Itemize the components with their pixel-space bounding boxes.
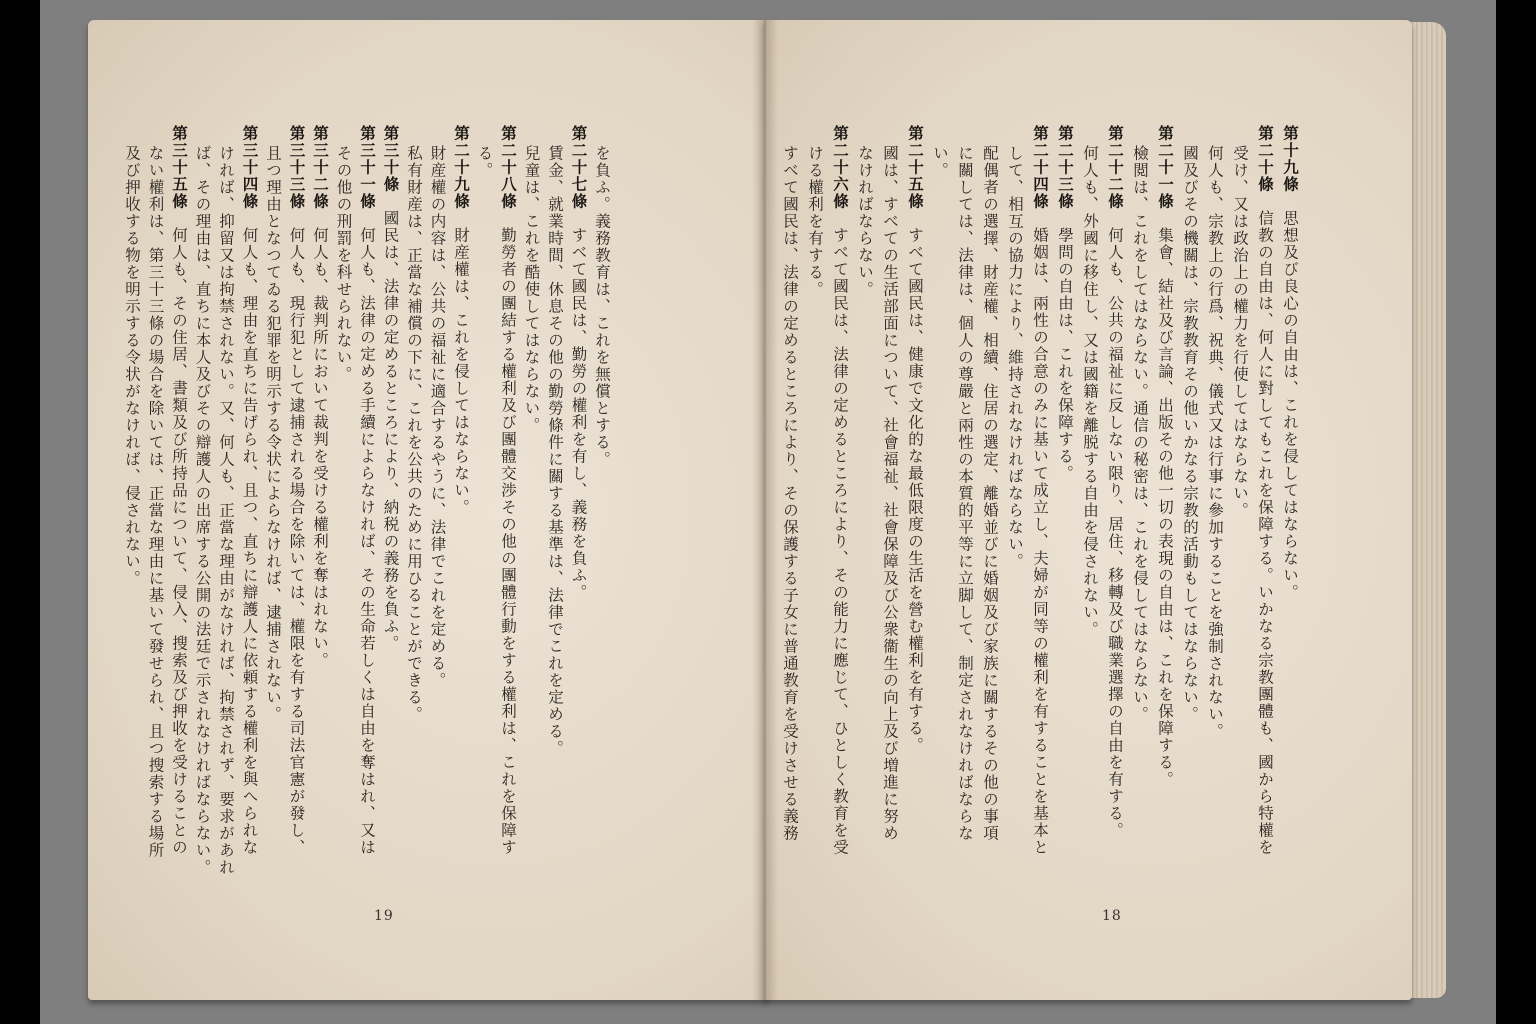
article-text: 何人も、外國に移住し、又は國籍を離脱する自由を侵されない。 (1081, 145, 1099, 638)
text-line (1180, 125, 1200, 723)
article-heading: 第二十七條 (569, 125, 589, 210)
article-heading: 第三十條 (381, 125, 401, 193)
text-line (955, 125, 975, 842)
article-text: 何人も、公共の福祉に反しない限り、居住、移轉及び職業選擇の自由を有する。 (1106, 227, 1124, 839)
article-text: すべて國民は、法律の定めるところにより、その保護する子女に普通教育を受けさせる義務 (781, 145, 799, 842)
article-text: 婚姻は、兩性の合意のみに基いて成立し、夫婦が同等の權利を有することを基本と (1031, 227, 1049, 856)
text-line (1105, 125, 1125, 839)
article-heading: 第三十二條 (311, 125, 330, 210)
text-line (545, 125, 565, 757)
text-line (1205, 125, 1225, 740)
article-text: 檢閲は、これをしてはならない。通信の秘密は、これを侵してはならない。 (1131, 145, 1149, 723)
text-line (880, 125, 900, 842)
article-text: ける權利を有する。 (806, 145, 824, 298)
article-text: 學問の自由は、これを保障する。 (1056, 227, 1074, 482)
article-text: 配偶者の選擇、財産權、相續、住居の選定、離婚並びに婚姻及び家族に關するその他の事項 (981, 145, 999, 842)
article-text: ければ、抑留又は拘禁されない。又、何人も、正當な理由がなければ、拘禁されず、要求があれ (217, 145, 235, 876)
open-booklet (88, 20, 1448, 1010)
text-line (780, 125, 800, 842)
article-text: ば、その理由は、直ちに本人及びその辯護人の出席する公開の法廷で示されなければならない。 (193, 145, 212, 876)
article-text: すべて國民は、法律の定めるところにより、その能力に應じて、ひとしく教育を受 (831, 227, 849, 856)
article-text: 國は、すべての生活部面について、社會福祉、社會保障及び公衆衞生の向上及び増進に努め (881, 145, 899, 842)
article-text: なければならない。 (856, 145, 874, 298)
article-heading: 第二十條 (1256, 125, 1275, 193)
article-text: 勤勞者の團結する權利及び團體交渉その他の團體行動をする權利は、これを保障す (499, 227, 517, 856)
article-heading: 第二十六條 (831, 125, 850, 210)
article-heading: 第二十九條 (452, 125, 471, 210)
article-text: 信教の自由は、何人に對してもこれを保障する。いかなる宗教團體も、國から特權を (1256, 210, 1274, 856)
text-line (905, 125, 925, 754)
text-line (930, 125, 950, 665)
article-text: その他の刑罰を科せられない。 (334, 145, 353, 383)
article-text: 何人も、法律の定める手續によらなければ、その生命若しくは自由を奪はれ、又は (358, 227, 376, 856)
article-heading: 第二十八條 (499, 125, 518, 210)
text-line (169, 125, 189, 856)
article-heading: 第三十四條 (240, 125, 260, 210)
article-text: 思想及び良心の自由は、これを侵してはならない。 (1281, 210, 1299, 601)
text-line (240, 125, 260, 856)
article-heading: 第二十三條 (1056, 125, 1075, 210)
text-line (122, 125, 142, 665)
text-line (334, 125, 354, 665)
article-text: 國及びその機關は、宗教教育その他いかなる宗教的活動もしてはならない。 (1181, 145, 1199, 723)
article-text: を負ふ。義務教育は、これを無償とする。 (593, 145, 611, 468)
text-line (1080, 125, 1100, 665)
article-heading: 第三十五條 (170, 125, 189, 210)
article-text: 且つ理由となつてゐる犯罪を明示する令状によらなければ、逮捕されない。 (264, 145, 282, 723)
article-text: 財産權の内容は、公共の福祉に適合するやうに、法律でこれを定める。 (428, 145, 447, 689)
article-text: 何人も、その住居、書類及び所持品について、侵入、搜索及び押收を受けることの (170, 227, 188, 856)
article-text: 何人も、裁判所において裁判を受ける權利を奪はれない。 (311, 227, 329, 669)
text-line (1055, 125, 1075, 645)
text-line (475, 125, 495, 665)
text-line (1005, 125, 1025, 665)
article-heading: 第二十一條 (1156, 125, 1175, 210)
text-line (569, 125, 589, 645)
text-line (1130, 125, 1150, 723)
article-heading: 第二十四條 (1031, 125, 1050, 210)
text-line (310, 125, 330, 669)
article-text: すべて國民は、健康で文化的な最低限度の生活を營む權利を有する。 (906, 227, 924, 754)
article-text: 受け、又は政治上の權力を行使してはならない。 (1231, 145, 1249, 519)
text-line (263, 125, 283, 723)
article-text: 財産權は、これを侵してはならない。 (452, 227, 470, 516)
article-text: 何人も、現行犯として逮捕される場合を除いては、權限を有する司法官憲が發し、 (287, 227, 306, 856)
article-text: すべて國民は、勤勞の權利を有し、義務を負ふ。 (569, 227, 588, 601)
article-text: 及び押收する物を明示する令状がなければ、侵されない。 (123, 145, 141, 587)
text-line (146, 125, 166, 859)
article-text: 兒童は、これを酷使してはならない。 (522, 145, 541, 434)
left-page (88, 20, 768, 1000)
article-text: 何人も、理由を直ちに告げられ、且つ、直ちに辯護人に依頼する權利を與へられな (240, 227, 259, 856)
article-heading: 第二十五條 (906, 125, 925, 210)
text-line (805, 125, 825, 665)
article-text: 國民は、法律の定めるところにより、納税の義務を負ふ。 (381, 210, 400, 652)
text-line (980, 125, 1000, 842)
text-line (1230, 125, 1250, 665)
text-line (193, 125, 213, 876)
article-heading: 第二十二條 (1106, 125, 1125, 210)
article-text: 賃金、就業時間、休息その他の勤勞條件に關する基準は、法律でこれを定める。 (546, 145, 564, 757)
article-text: 私有財産は、正當な補償の下に、これを公共のために用ひることができる。 (405, 145, 423, 723)
text-line (522, 125, 542, 665)
book-gutter (752, 20, 778, 1000)
text-line (404, 125, 424, 723)
text-line (1030, 125, 1050, 856)
article-heading: 第三十三條 (287, 125, 307, 210)
article-text: に關しては、法律は、個人の尊嚴と兩性の本質的平等に立脚して、制定されなければならな (956, 145, 974, 842)
right-page-number: 18 (1102, 908, 1122, 924)
text-line (216, 125, 236, 876)
article-text: 集會、結社及び言論、出版その他一切の表現の自由は、これを保障する。 (1156, 227, 1174, 788)
text-line (1280, 125, 1300, 645)
article-text: る。 (475, 145, 494, 179)
article-text: ない權利は、第三十三條の場合を除いては、正當な理由に基いて發せられ、且つ搜索する場所 (146, 145, 165, 859)
article-heading: 第十九條 (1281, 125, 1300, 193)
article-text: 何人も、宗教上の行爲、祝典、儀式又は行事に參加することを強制されない。 (1206, 145, 1224, 740)
text-line (451, 125, 471, 645)
article-text: して、相互の協力により、維持されなければならない。 (1006, 145, 1024, 570)
text-line (357, 125, 377, 856)
page-edges (1408, 22, 1446, 998)
text-line (1255, 125, 1275, 856)
left-page-number: 19 (374, 908, 394, 924)
text-line (855, 125, 875, 665)
text-line (498, 125, 518, 856)
article-heading: 第三十一條 (358, 125, 377, 210)
text-line (830, 125, 850, 856)
right-page (764, 20, 1412, 1000)
text-line (287, 125, 307, 856)
text-line (381, 125, 401, 652)
text-line (592, 125, 612, 665)
article-text: い。 (931, 145, 949, 179)
text-line (1155, 125, 1175, 788)
text-line (428, 125, 448, 689)
